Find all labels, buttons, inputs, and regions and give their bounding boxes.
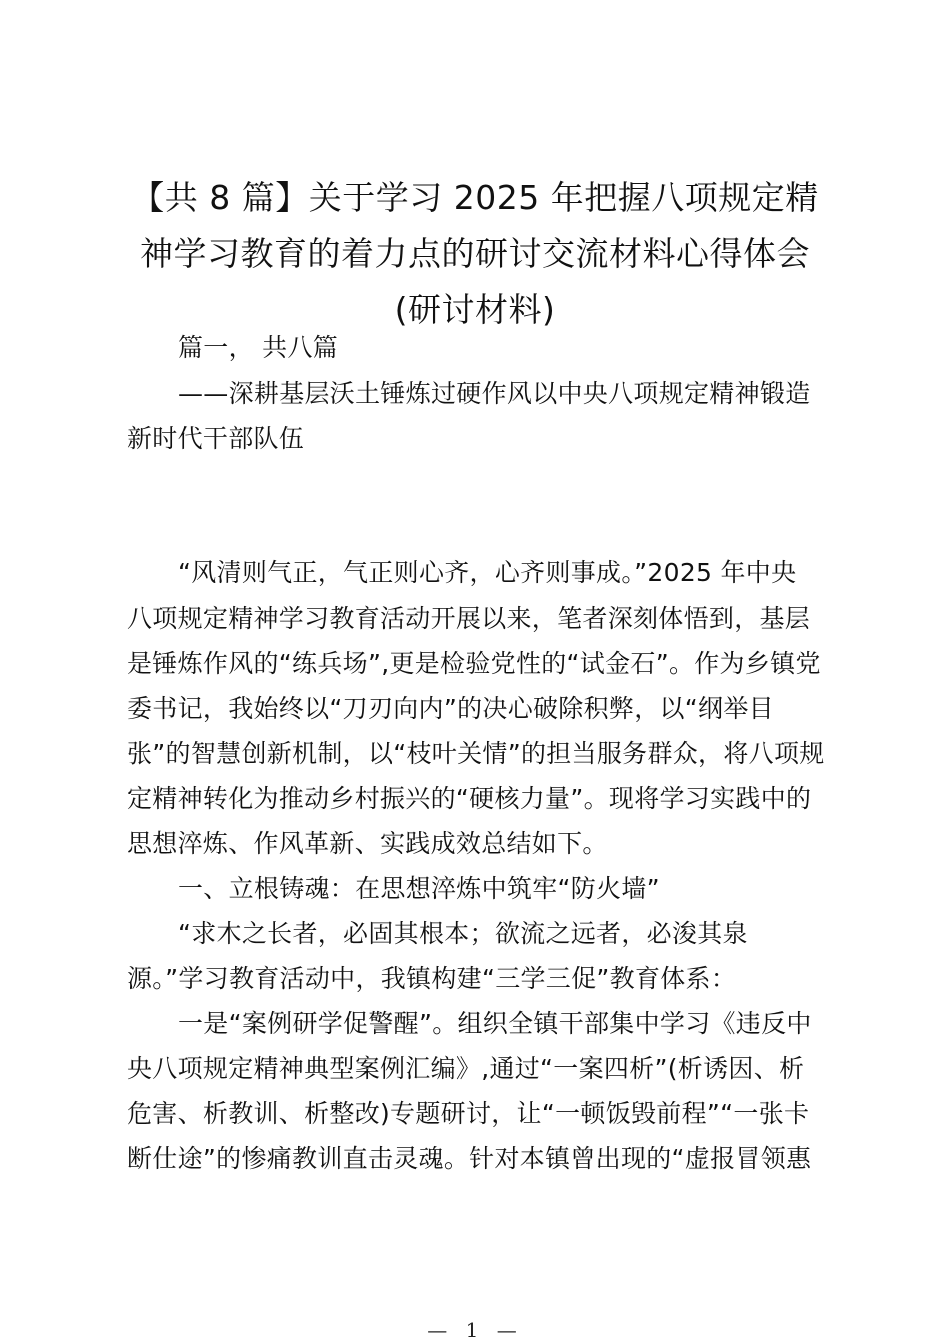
paragraph-line: 八项规定精神学习教育活动开展以来，笔者深刻体悟到，基层 <box>127 604 811 633</box>
paragraph-line: 思想淬炼、作风革新、实践成效总结如下。 <box>127 829 608 858</box>
subtitle-line-1: ——深耕基层沃土锤炼过硬作风以中央八项规定精神锻造 <box>178 379 811 408</box>
paragraph-line: 一是“案例研学促警醒”。组织全镇干部集中学习《违反中 <box>178 1009 812 1038</box>
paragraph-line: “求木之长者，必固其根本；欲流之远者，必浚其泉 <box>178 919 748 948</box>
document-title <box>110 170 840 338</box>
paragraph-line: 张”的智慧创新机制，以“枝叶关情”的担当服务群众，将八项规 <box>127 739 825 768</box>
paragraph-line: 央八项规定精神典型案例汇编》,通过“一案四析”(析诱因、析 <box>127 1054 805 1083</box>
paragraph-line: 危害、析教训、析整改)专题研讨，让“一顿饭毁前程”“一张卡 <box>127 1099 810 1128</box>
paragraph-line: 委书记，我始终以“刀刃向内”的决心破除积弊，以“纲举目 <box>127 694 774 723</box>
subtitle-line-2: 新时代干部队伍 <box>127 424 305 453</box>
title-line-3: (研讨材料) <box>394 290 556 329</box>
paragraph-line: 定精神转化为推动乡村振兴的“硬核力量”。现将学习实践中的 <box>127 784 812 813</box>
section-heading: 一、立根铸魂：在思想淬炼中筑牢“防火墙” <box>178 874 660 903</box>
part-label: 篇一， 共八篇 <box>178 333 339 362</box>
title-line-1: 【共 8 篇】关于学习 2025 年把握八项规定精 <box>131 178 819 217</box>
paragraph-line: 源。”学习教育活动中，我镇构建“三学三促”教育体系： <box>127 964 737 993</box>
title-line-2: 神学习教育的着力点的研讨交流材料心得体会 <box>140 234 810 273</box>
paragraph-line: 断仕途”的惨痛教训直击灵魂。针对本镇曾出现的“虚报冒领惠 <box>127 1144 812 1173</box>
paragraph-line: 是锤炼作风的“练兵场”,更是检验党性的“试金石”。作为乡镇党 <box>127 649 821 678</box>
page-number: — 1 — <box>427 1318 523 1342</box>
paragraph-line: “风清则气正，气正则心齐，心齐则事成。”2025 年中央 <box>178 558 797 587</box>
